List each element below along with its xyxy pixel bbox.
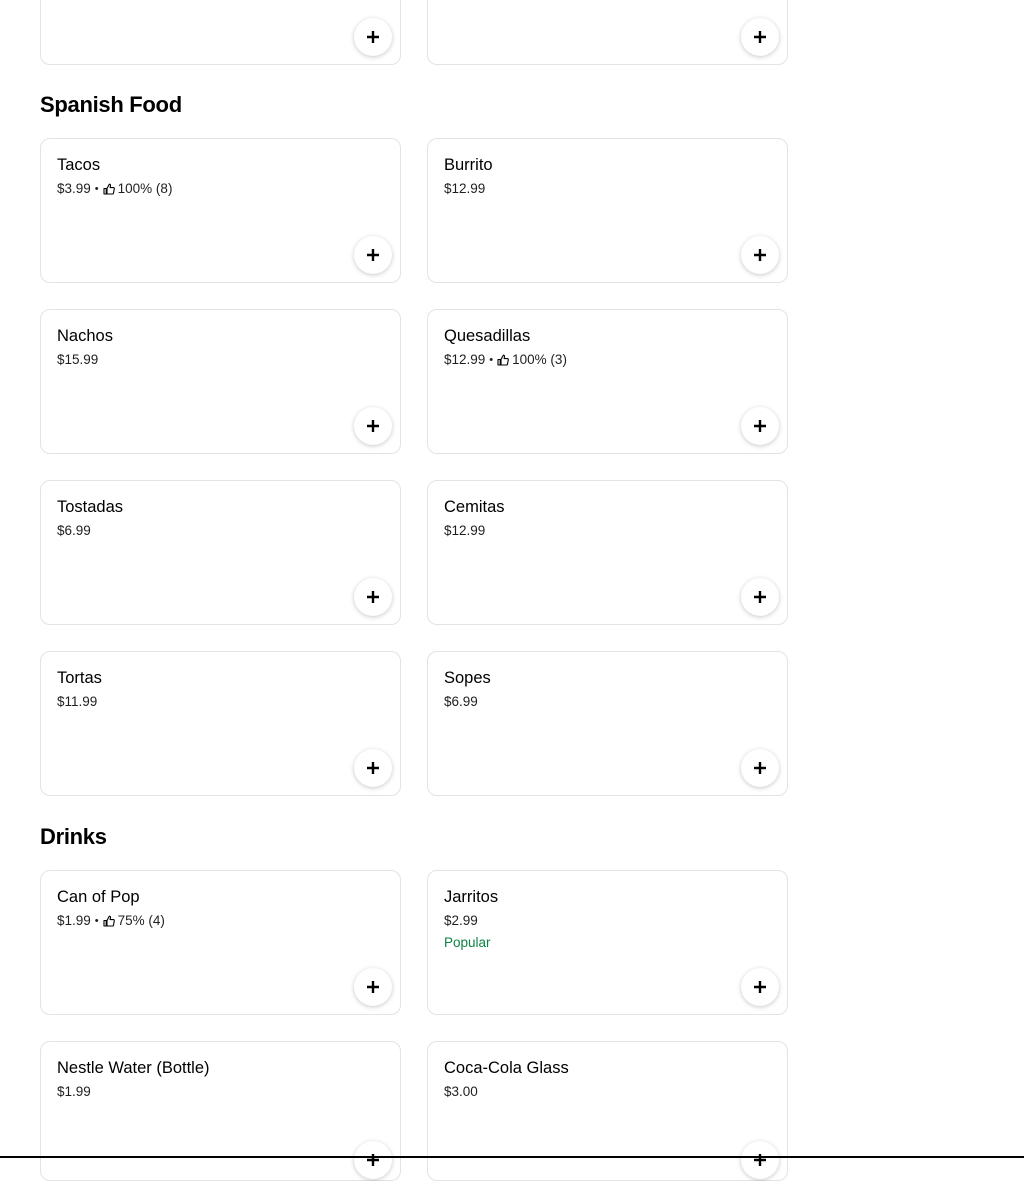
- item-meta: [444, 180, 485, 198]
- add-item-button[interactable]: [354, 968, 392, 1006]
- item-meta: [444, 693, 478, 711]
- section-title-drinks: Drinks: [40, 824, 107, 849]
- item-rating: 75% (4): [117, 913, 165, 928]
- thumbs-up-icon: [103, 183, 115, 195]
- plus-icon: [753, 980, 767, 994]
- plus-icon: [366, 30, 380, 44]
- menu-item-card-tacos[interactable]: [40, 138, 401, 283]
- add-item-button[interactable]: [354, 236, 392, 274]
- item-name: Tacos: [57, 156, 101, 174]
- section-title-spanish-food: Spanish Food: [40, 92, 182, 117]
- separator: •: [489, 354, 494, 366]
- menu-item-card-coca-cola-glass[interactable]: [427, 1041, 788, 1181]
- item-rating: 100% (8): [117, 181, 173, 196]
- item-price: $1.99: [57, 1084, 91, 1099]
- item-name: Nestle Water (Bottle): [57, 1059, 210, 1077]
- plus-icon: [366, 980, 380, 994]
- item-name: Sopes: [444, 669, 491, 687]
- separator: •: [94, 183, 99, 195]
- plus-icon: [753, 590, 767, 604]
- plus-icon: [366, 590, 380, 604]
- plus-icon: [753, 248, 767, 262]
- item-price: $6.99: [57, 523, 91, 538]
- menu-item-card-quesadillas[interactable]: [427, 309, 788, 454]
- add-item-button[interactable]: [741, 407, 779, 445]
- add-item-button[interactable]: [741, 236, 779, 274]
- item-price: $12.99: [444, 181, 486, 196]
- menu-item-card-tortas[interactable]: [40, 651, 401, 796]
- add-item-button[interactable]: [354, 1141, 392, 1179]
- add-item-button[interactable]: [354, 407, 392, 445]
- item-meta: [57, 693, 97, 711]
- item-price: $11.99: [57, 694, 98, 709]
- menu-item-card-tostadas[interactable]: [40, 480, 401, 625]
- item-price: $6.99: [444, 694, 478, 709]
- menu-item-card-can-of-pop[interactable]: [40, 870, 401, 1015]
- menu-item-card-sopes[interactable]: [427, 651, 788, 796]
- plus-icon: [366, 419, 380, 433]
- separator: •: [94, 915, 99, 927]
- plus-icon: [366, 761, 380, 775]
- item-price: $12.99: [444, 352, 486, 367]
- item-name: Tostadas: [57, 498, 124, 516]
- add-item-button[interactable]: [741, 749, 779, 787]
- item-meta: [57, 522, 91, 540]
- item-rating: 100% (3): [512, 352, 567, 367]
- menu-item-card-burrito[interactable]: [427, 138, 788, 283]
- plus-icon: [366, 248, 380, 262]
- item-name: Quesadillas: [444, 327, 531, 345]
- add-item-button[interactable]: [354, 18, 392, 56]
- item-name: Tortas: [57, 669, 102, 687]
- item-name: Can of Pop: [57, 888, 140, 906]
- menu-item-card-jarritos[interactable]: [427, 870, 788, 1015]
- item-price: $12.99: [444, 523, 486, 538]
- item-price: $1.99: [57, 913, 91, 928]
- add-item-button[interactable]: [741, 1141, 779, 1179]
- item-price: $3.99: [57, 181, 91, 196]
- item-name: Jarritos: [444, 888, 499, 906]
- menu-item-card-nestle-water[interactable]: [40, 1041, 401, 1181]
- item-name: Coca-Cola Glass: [444, 1059, 569, 1077]
- item-price: $3.00: [444, 1084, 478, 1099]
- item-meta: [444, 351, 567, 369]
- item-meta: [57, 180, 172, 198]
- menu-item-card[interactable]: [40, 0, 401, 65]
- item-name: Burrito: [444, 156, 493, 174]
- item-meta: [444, 912, 478, 930]
- item-meta: [444, 1083, 478, 1101]
- add-item-button[interactable]: [741, 968, 779, 1006]
- plus-icon: [753, 761, 767, 775]
- menu-item-card[interactable]: [427, 0, 788, 65]
- popular-badge: Popular: [444, 935, 491, 950]
- item-meta: [57, 1083, 91, 1101]
- menu-item-card-nachos[interactable]: [40, 309, 401, 454]
- plus-icon: [753, 419, 767, 433]
- item-meta: [57, 351, 98, 369]
- thumbs-up-icon: [497, 354, 509, 366]
- plus-icon: [753, 30, 767, 44]
- item-name: Cemitas: [444, 498, 505, 516]
- item-meta: [444, 522, 485, 540]
- add-item-button[interactable]: [354, 578, 392, 616]
- item-price: $2.99: [444, 913, 478, 928]
- item-price: $15.99: [57, 352, 99, 367]
- item-meta: [57, 912, 165, 930]
- add-item-button[interactable]: [741, 18, 779, 56]
- item-name: Nachos: [57, 327, 113, 345]
- add-item-button[interactable]: [354, 749, 392, 787]
- thumbs-up-icon: [103, 915, 115, 927]
- menu-item-card-cemitas[interactable]: [427, 480, 788, 625]
- add-item-button[interactable]: [741, 578, 779, 616]
